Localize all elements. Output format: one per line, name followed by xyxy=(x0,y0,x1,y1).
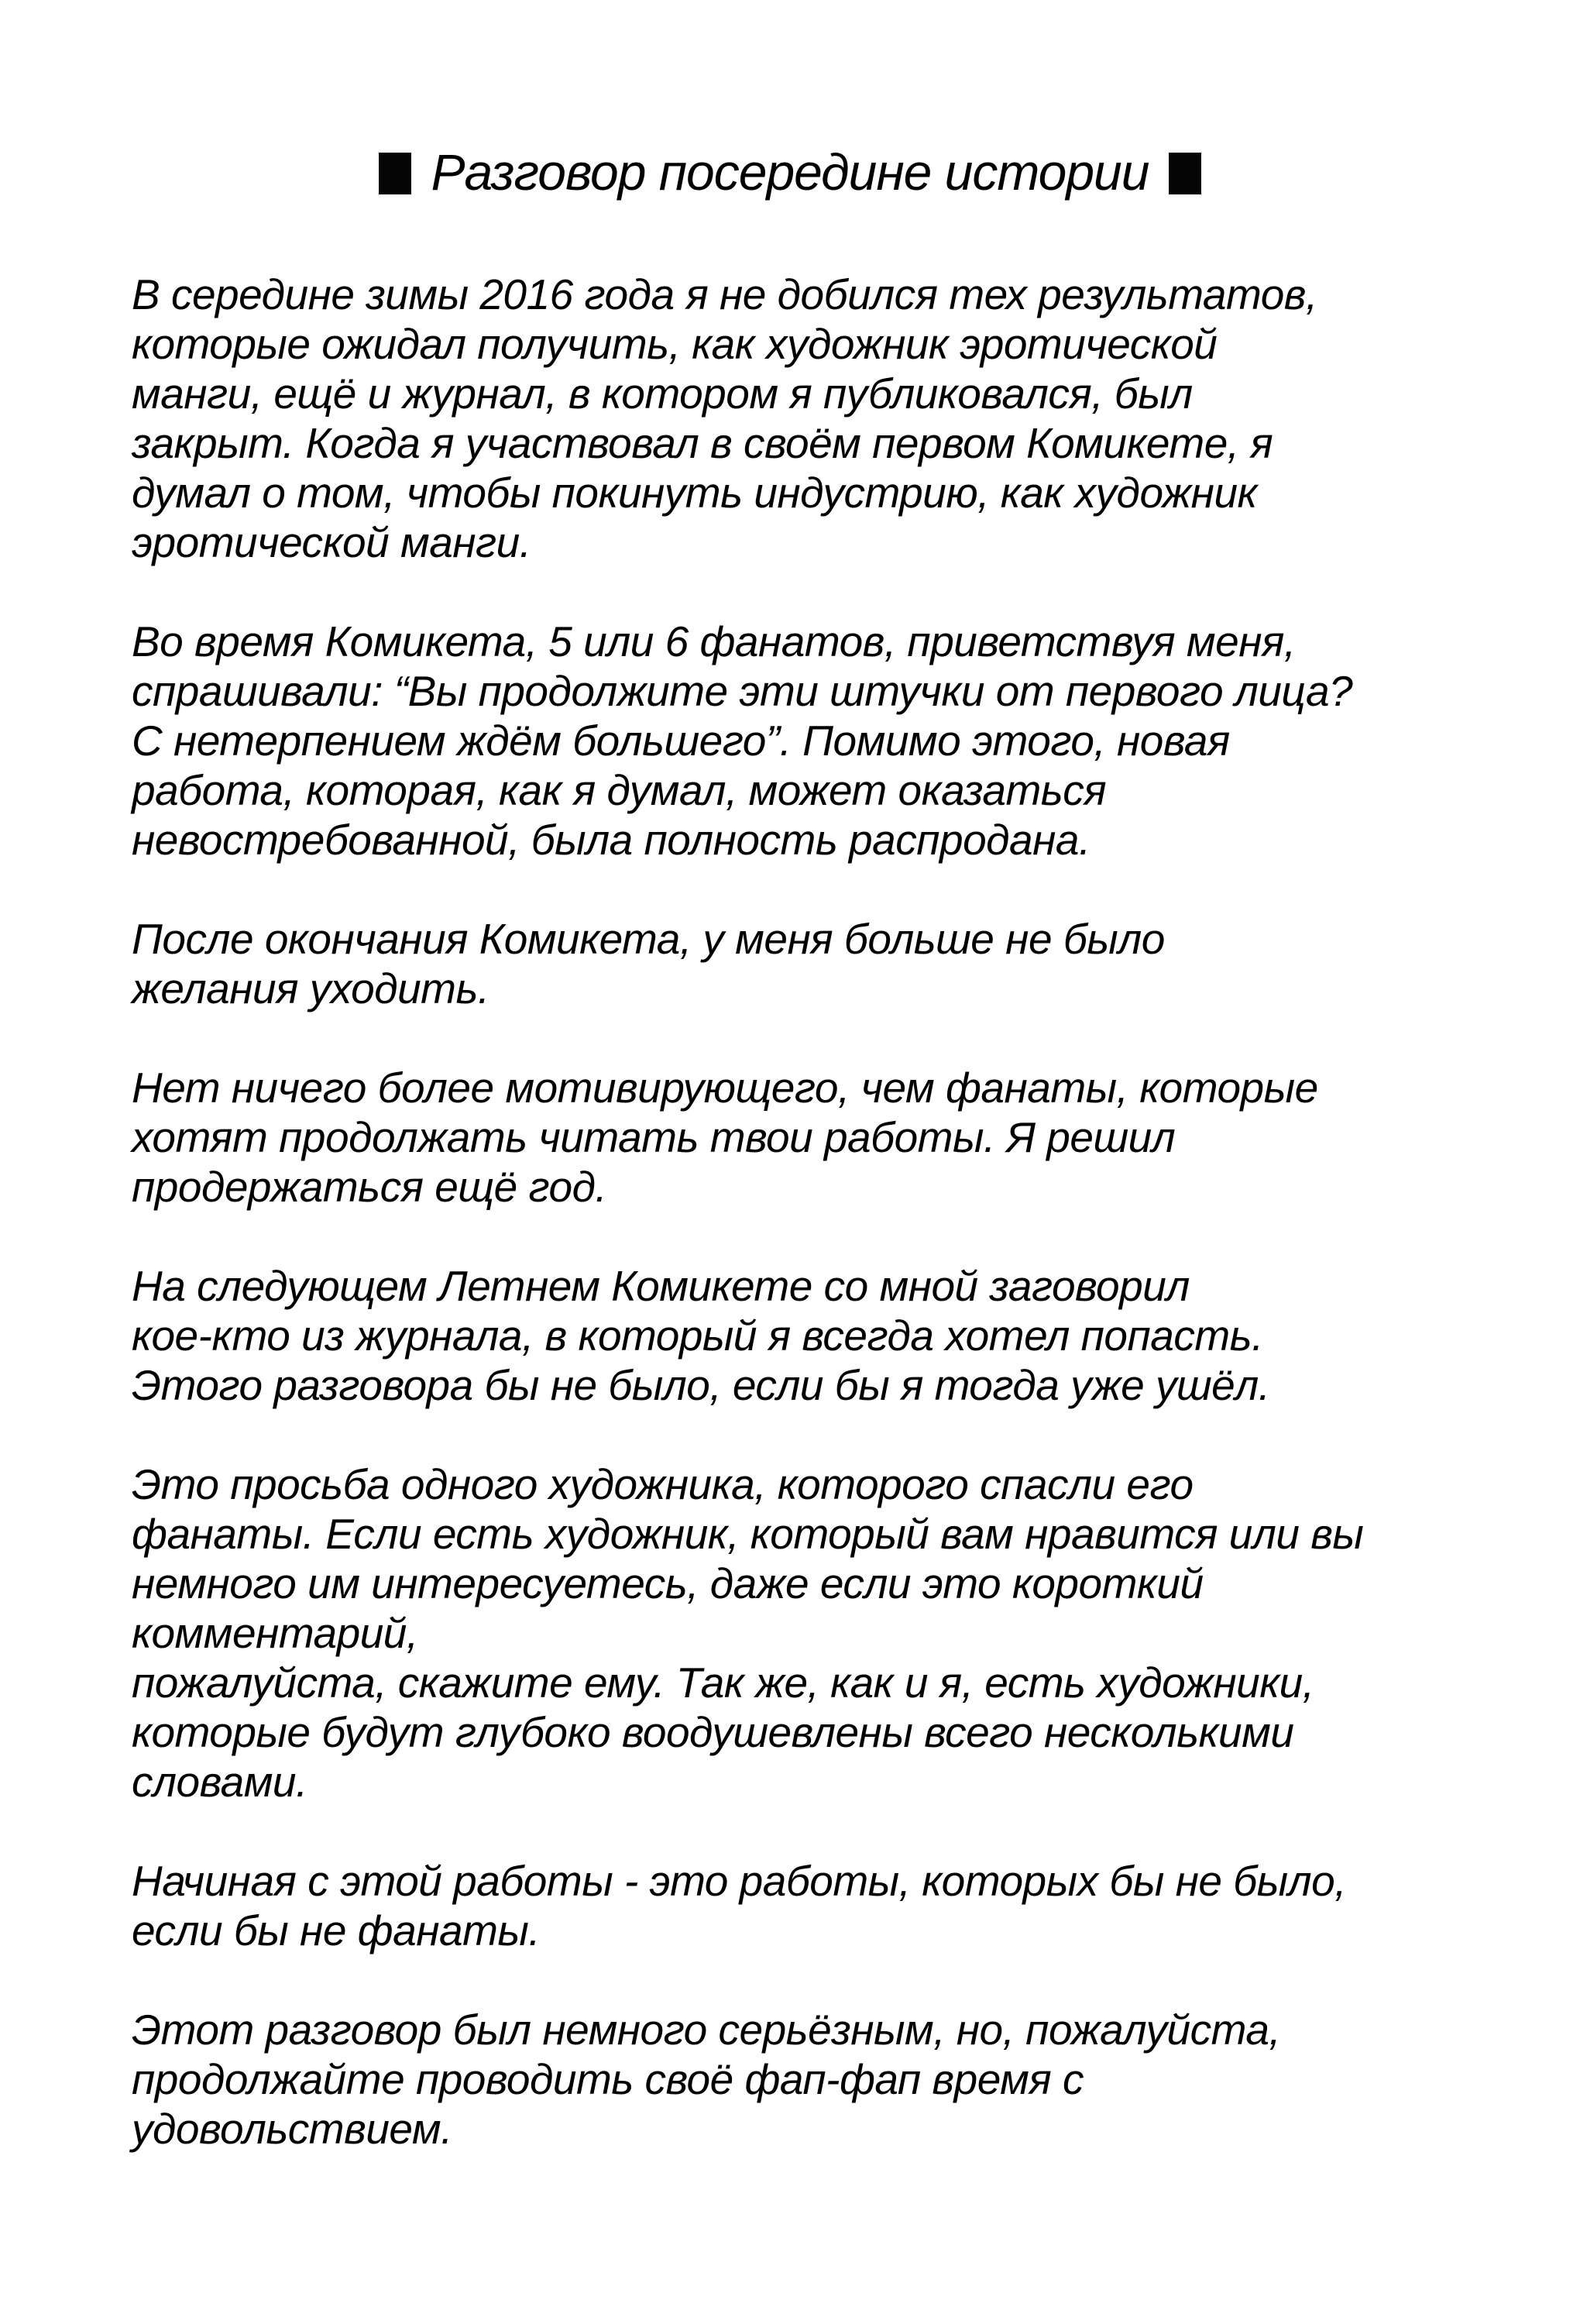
paragraph xyxy=(132,617,1541,865)
paragraph xyxy=(132,1459,1541,1807)
text-line: После окончания Комикета, у меня больше не было xyxy=(132,915,1165,963)
paragraph xyxy=(132,1261,1541,1410)
text-line: фанаты. Если есть художник, который вам нравится или вы xyxy=(132,1510,1364,1558)
text-line: пожалуйста, скажите ему. Так же, как и я, есть художники, xyxy=(132,1659,1314,1707)
text-line: Это просьба одного художника, которого спасли его xyxy=(132,1460,1194,1508)
text-line: работа, которая, как я думал, может оказаться xyxy=(132,766,1107,814)
text-line: закрыт. Когда я участвовал в своём первом Комикете, я xyxy=(132,419,1273,467)
paragraph xyxy=(132,914,1541,1013)
text-line: если бы не фанаты. xyxy=(132,1906,541,1954)
text-line: На следующем Летнем Комикете со мной заговорил xyxy=(132,1262,1190,1310)
text-line: спрашивали: “Вы продолжите эти штучки от первого лица? xyxy=(132,667,1353,715)
text-line: которые будут глубоко воодушевлены всего несколькими xyxy=(132,1708,1294,1756)
page-title-text: Разговор посередине истории xyxy=(431,143,1149,201)
text-line: думал о том, чтобы покинуть индустрию, как художник xyxy=(132,469,1258,517)
text-line: которые ожидал получить, как художник эротической xyxy=(132,320,1218,368)
text-line: продержаться ещё год. xyxy=(132,1163,607,1211)
text-line: словами. xyxy=(132,1758,307,1806)
text-line: С нетерпением ждём большего”. Помимо этого, новая xyxy=(132,717,1230,765)
text-line: желания уходить. xyxy=(132,964,489,1012)
paragraph xyxy=(132,2005,1541,2154)
title-square-left-icon xyxy=(379,153,411,194)
page-title xyxy=(0,144,1580,200)
text-line: Во время Комикета, 5 или 6 фанатов, приветствуя меня, xyxy=(132,617,1296,665)
text-line: манги, ещё и журнал, в котором я публиковался, был xyxy=(132,370,1193,418)
text-line: немного им интересуетесь, даже если это короткий xyxy=(132,1559,1204,1607)
text-line: комментарий, xyxy=(132,1609,418,1657)
text-line: В середине зимы 2016 года я не добился тех результатов, xyxy=(132,270,1317,318)
paragraph xyxy=(132,1063,1541,1212)
text-line: невостребованной, была полность распродана. xyxy=(132,816,1091,864)
title-square-right-icon xyxy=(1169,153,1201,194)
text-line: эротической манги. xyxy=(132,518,531,566)
text-line: Этот разговор был немного серьёзным, но, пожалуйста, xyxy=(132,2006,1281,2054)
text-line: Нет ничего более мотивирующего, чем фанаты, которые xyxy=(132,1064,1318,1112)
text-line: кое-кто из журнала, в который я всегда хотел попасть. xyxy=(132,1312,1263,1360)
paragraph xyxy=(132,270,1541,567)
paragraph xyxy=(132,1856,1541,1955)
document-body xyxy=(132,270,1541,2203)
text-line: продолжайте проводить своё фап-фап время с xyxy=(132,2055,1084,2103)
text-line: удовольствием. xyxy=(132,2105,452,2153)
text-line: Начиная с этой работы - это работы, которых бы не было, xyxy=(132,1857,1347,1905)
text-line: Этого разговора бы не было, если бы я тогда уже ушёл. xyxy=(132,1361,1270,1409)
text-line: хотят продолжать читать твои работы. Я решил xyxy=(132,1113,1176,1161)
